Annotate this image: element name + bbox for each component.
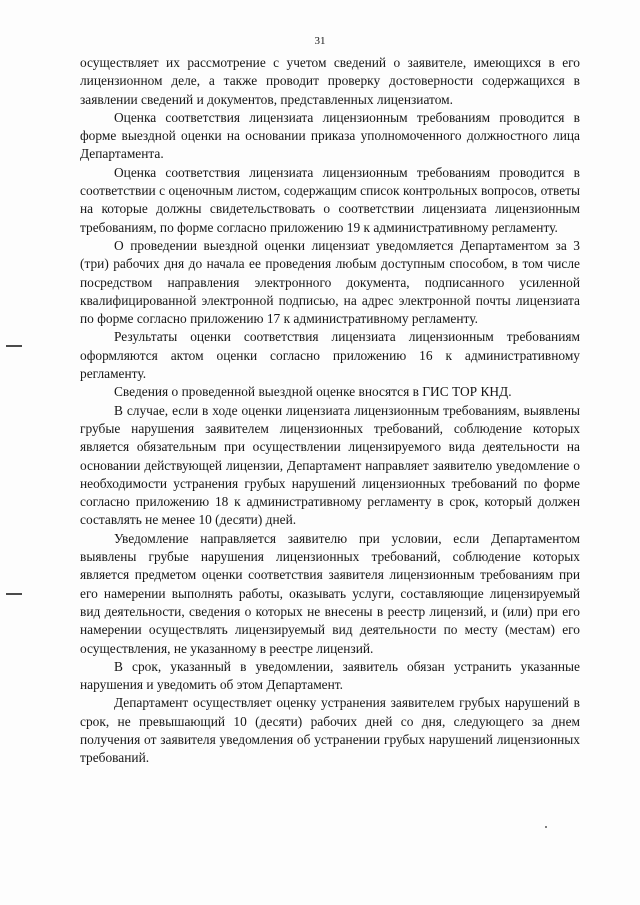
paragraph-elimination-deadline: В срок, указанный в уведомлении, заявитель обязан устранить указанные нарушения и уведомить об этом Департамент. [80,658,580,693]
page-number: 31 [314,35,326,47]
paragraph-elimination-assessment: Департамент осуществляет оценку устранения заявителем грубых нарушений в срок, не превышающий 10 (десяти) рабочих дней со дня, следующего за днем получения от заявителя уведомления об устранении грубых нарушений лицензионных требований. [80,695,580,766]
paragraph-gross-violations: В случае, если в ходе оценки лицензиата лицензионным требованиям, выявлены грубые нарушения заявителем лицензионных требований, соблюдение которых является обязательным при осуществлении лицензируемого вида деятельности на основании действующей лицензии, Департамент направляет заявителю уведомление о необходимости устранения грубых нарушений лицензионных требований по форме согласно приложению 18 к административному регламенту в срок, который должен составлять не менее 10 (десяти) дней. [80,402,580,528]
paragraph-notification-conditions: Уведомление направляется заявителю при условии, если Департаментом выявлены грубые нарушения лицензионных требований, соблюдение которых является предметом оценки соответствия заявителя лицензионным требованиям при его намерении выполнять работы, оказывать услуги, составляющие лицензируемый вид деятельности, сведения о которых не внесены в реестр лицензий, и (или) при его намерении осуществлять лицензируемый вид деятельности по месту (местам) его осуществления, не указанному в реестре лицензий. [80,530,580,656]
paragraph-notification-of-assessment: О проведении выездной оценки лицензиат уведомляется Департаментом за 3 (три) рабочих дня до начала ее проведения любым доступным способом, в том числе посредством направления электронного документа, подписанного усиленной квалифицированной электронной подписью, на адрес электронной почты лицензиата по форме согласно приложению 17 к административному регламенту. [80,237,580,327]
paragraph-continuation: осуществляет их рассмотрение с учетом сведений о заявителе, имеющихся в его лицензионном деле, а также проводит проверку достоверности содержащихся в заявлении сведений и документов, представленных лицензиатом. [80,55,580,107]
scan-margin-mark [6,345,22,347]
document-body [80,54,580,768]
paragraph-assessment-results: Результаты оценки соответствия лицензиата лицензионным требованиям оформляются актом оценки согласно приложению 16 к административному регламенту. [80,329,580,382]
paragraph-gis-tor-knd: Сведения о проведенной выездной оценке вносятся в ГИС ТОР КНД. [114,384,512,400]
scan-margin-mark [6,593,22,595]
scan-speck [545,826,547,828]
paragraph-assessment-checklist: Оценка соответствия лицензиата лицензионным требованиям проводится в соответствии с оценочным листом, содержащим список контрольных вопросов, ответы на которые должны свидетельствовать о соответствии лицензиата лицензионным требованиям, по форме согласно приложению 19 к административному регламенту. [80,164,580,235]
paragraph-assessment-form: Оценка соответствия лицензиата лицензионным требованиям проводится в форме выездной оценки на основании приказа уполномоченного должностного лица Департамента. [80,109,580,162]
